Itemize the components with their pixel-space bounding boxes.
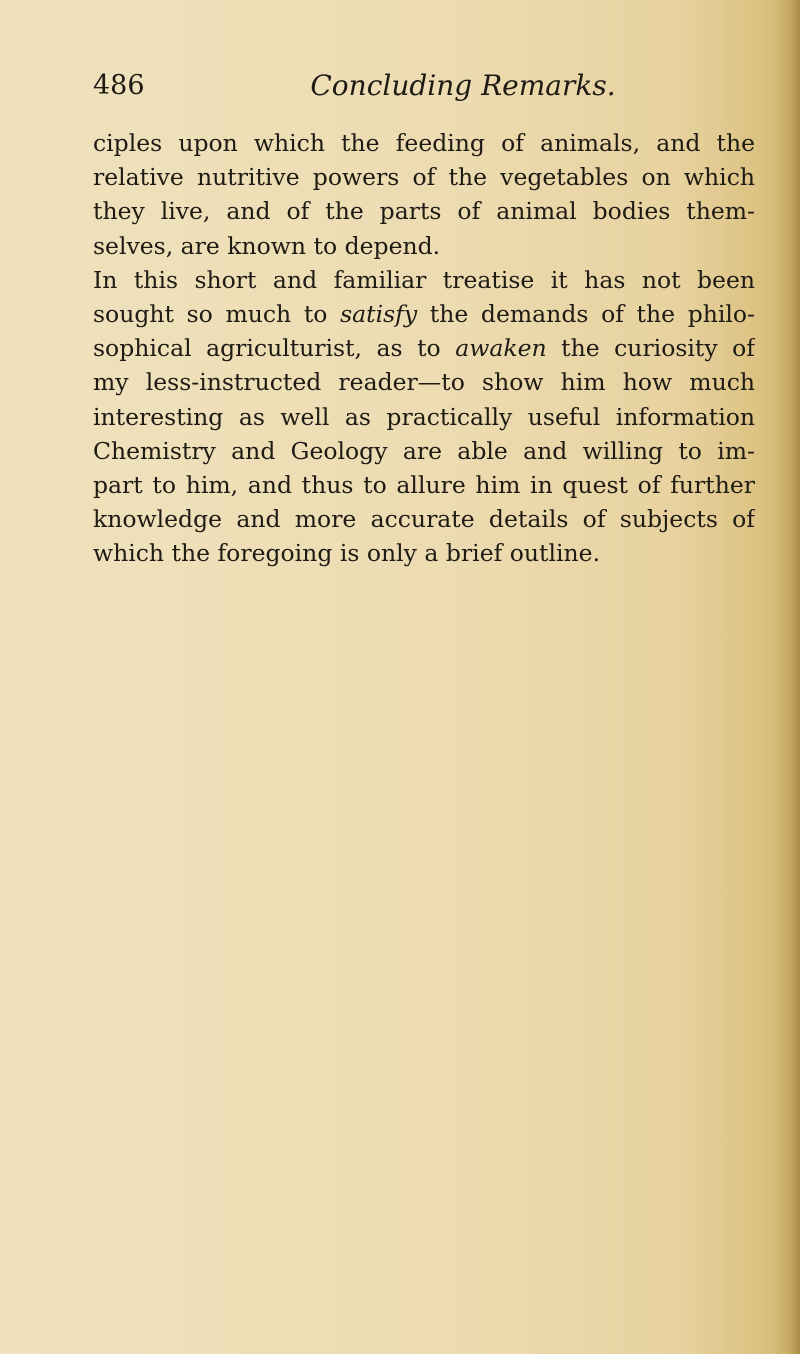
- page-edge-shadow: [774, 0, 800, 1354]
- text-line: selves, are known to depend.: [93, 231, 441, 260]
- body-text: [93, 126, 755, 570]
- text-line: ciples upon which the feeding of animals, and the: [93, 129, 755, 157]
- text-line: which the foregoing is only a brief outline.: [93, 539, 601, 568]
- page-header: [93, 66, 753, 106]
- emphasis-awaken: awaken: [455, 334, 547, 363]
- text-line: they live, and of the parts of animal bodies them-: [93, 197, 755, 226]
- text-line: sophical agriculturist, as to awaken the curiosity of: [93, 334, 755, 363]
- text-line: part to him, and thus to allure him in quest of further: [93, 470, 755, 499]
- text-line: sought so much to satisfy the demands of the philo-: [93, 299, 755, 328]
- text-line: my less-instructed reader—to show him how much: [93, 368, 755, 397]
- running-head: Concluding Remarks.: [310, 69, 616, 102]
- text-line: interesting as well as practically useful information: [93, 402, 755, 431]
- text-line: In this short and familiar treatise it has not been: [93, 265, 755, 294]
- text-line: relative nutritive powers of the vegetables on which: [93, 163, 755, 192]
- page-number: 486: [93, 70, 145, 101]
- text-line: Chemistry and Geology are able and willing to im-: [93, 436, 755, 465]
- emphasis-satisfy: satisfy: [340, 299, 418, 328]
- text-line: knowledge and more accurate details of subjects of: [93, 505, 755, 534]
